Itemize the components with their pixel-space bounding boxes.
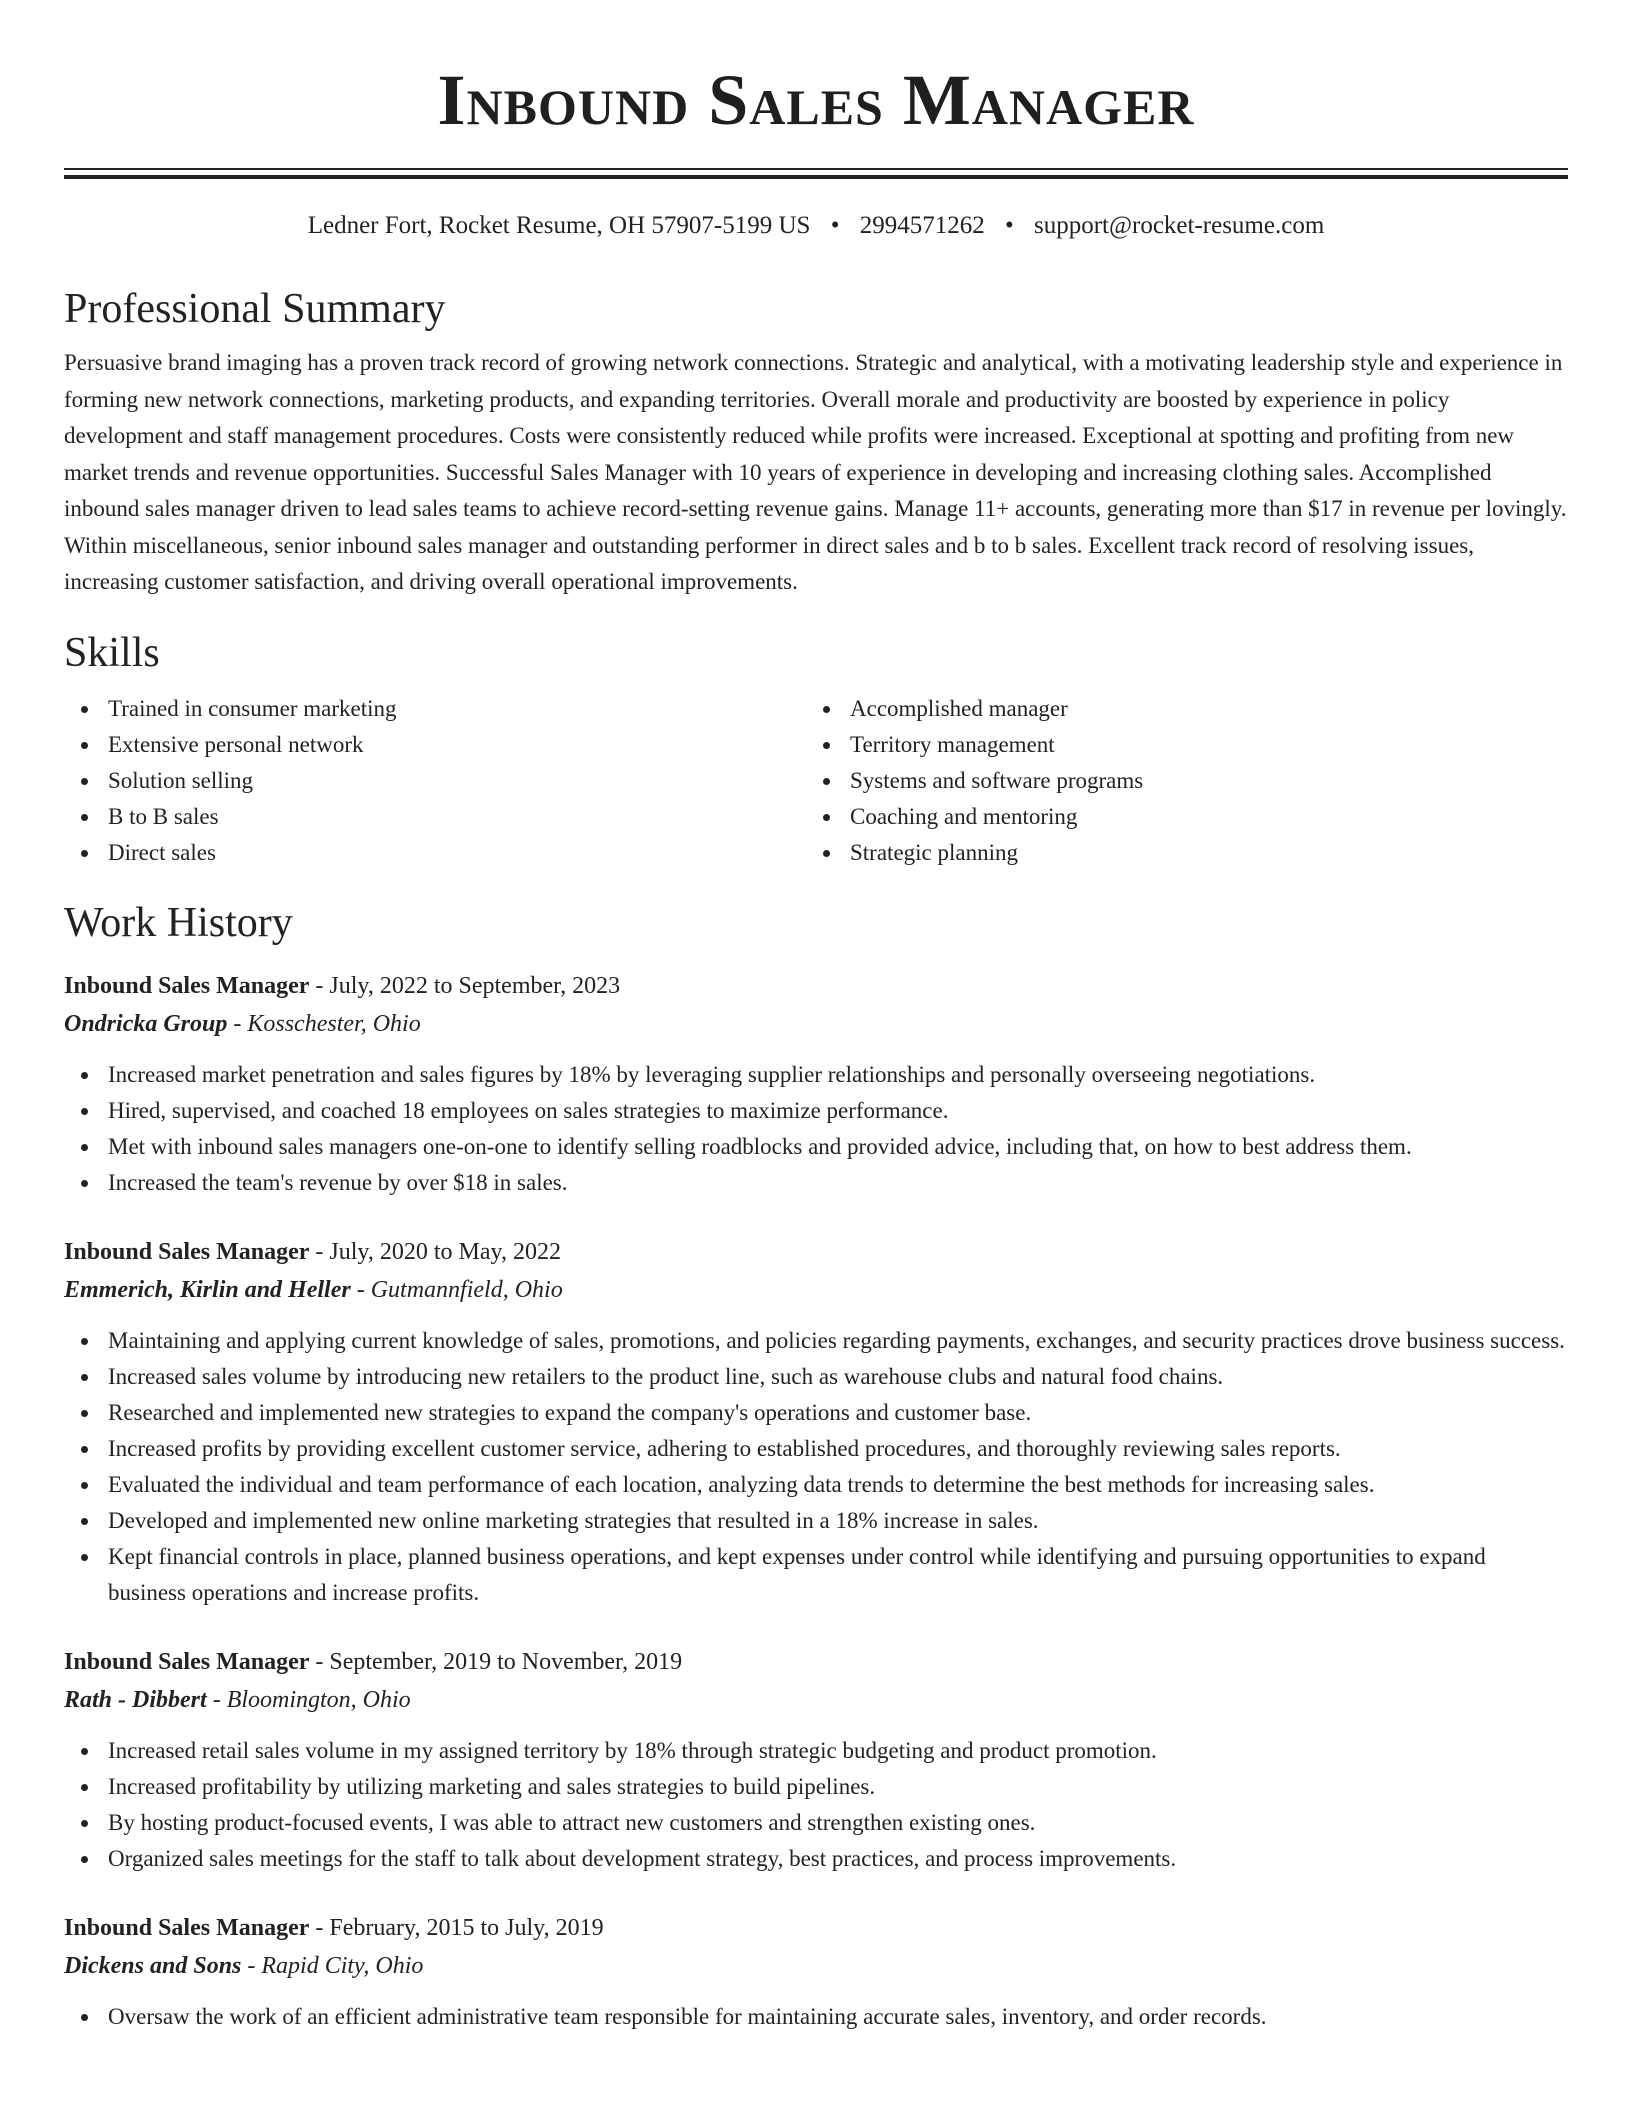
job-bullet: Developed and implemented new online marketing strategies that resulted in a 18% increase in sales. xyxy=(64,1503,1568,1539)
job-bullet: Increased the team's revenue by over $18 in sales. xyxy=(64,1165,1568,1201)
skill-item: Systems and software programs xyxy=(806,763,1548,799)
summary-text: Persuasive brand imaging has a proven track record of growing network connections. Strategic and analytical, with a motivating leadership style and experience in forming new network connections, marketing products, and expanding territories. Overall morale and productivity are boosted by experience in policy development and staff management procedures. Costs were consistently reduced while profits were increased. Exceptional at spotting and profiting from new market trends and revenue opportunities. Successful Sales Manager with 10 years of experience in developing and increasing clothing sales. Accomplished inbound sales manager driven to lead sales teams to achieve record-setting revenue gains. Manage 11+ accounts, generating more than $17 in revenue per lovingly. Within miscellaneous, senior inbound sales manager and outstanding performer in direct sales and b to b sales. Excellent track record of resolving issues, increasing customer satisfaction, and driving overall operational improvements. xyxy=(64,350,1567,594)
job-title: Inbound Sales Manager xyxy=(64,1914,310,1941)
job-bullet: By hosting product-focused events, I was able to attract new customers and strengthen existing ones. xyxy=(64,1805,1568,1841)
job-company-line: Dickens and Sons - Rapid City, Ohio xyxy=(64,1952,424,1979)
job-company: Ondricka Group xyxy=(64,1010,228,1037)
job-location: Kosschester, Ohio xyxy=(247,1010,421,1037)
skills-heading: Skills xyxy=(64,629,160,676)
job-bullet: Increased profitability by utilizing marketing and sales strategies to build pipelines. xyxy=(64,1769,1568,1805)
job-bullet: Kept financial controls in place, planned business operations, and kept expenses under control while identifying and pursuing opportunities to expand business operations and increase profits. xyxy=(64,1539,1568,1611)
job-title: Inbound Sales Manager xyxy=(64,972,310,999)
resume-title: Inbound Sales Manager xyxy=(437,60,1195,140)
job-bullet: Met with inbound sales managers one-on-one to identify selling roadblocks and provided advice, including that, on how to best address them. xyxy=(64,1129,1568,1165)
job-title: Inbound Sales Manager xyxy=(64,1238,310,1265)
job-location: Bloomington, Ohio xyxy=(226,1686,411,1713)
skill-item: Trained in consumer marketing xyxy=(64,691,806,727)
title-divider xyxy=(64,168,1568,179)
job-bullet: Increased sales volume by introducing new retailers to the product line, such as warehouse clubs and natural food chains. xyxy=(64,1359,1568,1395)
skills-column-right xyxy=(806,691,1548,871)
job-bullets xyxy=(64,1323,1568,1611)
contact-email[interactable]: support@rocket-resume.com xyxy=(1033,212,1325,239)
job-bullet: Increased market penetration and sales figures by 18% by leveraging supplier relationships and personally overseeing negotiations. xyxy=(64,1057,1568,1093)
job-location: Gutmannfield, Ohio xyxy=(370,1276,563,1303)
skills-list xyxy=(64,691,1568,871)
job-entry xyxy=(64,1909,1568,2035)
job-company-line: Emmerich, Kirlin and Heller - Gutmannfield, Ohio xyxy=(64,1276,563,1303)
skill-item: Coaching and mentoring xyxy=(806,799,1548,835)
job-company-line: Rath - Dibbert - Bloomington, Ohio xyxy=(64,1686,411,1713)
skill-item: Solution selling xyxy=(64,763,806,799)
contact-separator: • xyxy=(1004,212,1014,239)
contact-line xyxy=(64,209,1568,243)
resume-page xyxy=(64,0,1568,2035)
job-bullet: Hired, supervised, and coached 18 employees on sales strategies to maximize performance. xyxy=(64,1093,1568,1129)
job-bullet: Researched and implemented new strategies to expand the company's operations and customer base. xyxy=(64,1395,1568,1431)
contact-address: Ledner Fort, Rocket Resume, OH 57907-5199 US xyxy=(307,212,811,239)
job-title-line: Inbound Sales Manager - February, 2015 to July, 2019 xyxy=(64,1914,604,1941)
skill-item: Territory management xyxy=(806,727,1548,763)
job-bullets xyxy=(64,1733,1568,1877)
job-company: Rath - Dibbert xyxy=(64,1686,207,1713)
job-bullet: Oversaw the work of an efficient administrative team responsible for maintaining accurate sales, inventory, and order records. xyxy=(64,1999,1568,2035)
contact-phone: 2994571262 xyxy=(859,212,985,239)
skill-item: Direct sales xyxy=(64,835,806,871)
job-title: Inbound Sales Manager xyxy=(64,1648,310,1675)
skill-item: Accomplished manager xyxy=(806,691,1548,727)
job-dates: February, 2015 to July, 2019 xyxy=(329,1914,604,1941)
job-title-line: Inbound Sales Manager - July, 2022 to September, 2023 xyxy=(64,972,621,999)
job-dates: July, 2022 to September, 2023 xyxy=(329,972,621,999)
job-entry xyxy=(64,1643,1568,1877)
skill-item: Extensive personal network xyxy=(64,727,806,763)
job-bullet: Increased profits by providing excellent customer service, adhering to established procedures, and thoroughly reviewing sales reports. xyxy=(64,1431,1568,1467)
job-entry xyxy=(64,967,1568,1201)
job-title-line: Inbound Sales Manager - September, 2019 to November, 2019 xyxy=(64,1648,683,1675)
job-company-line: Ondricka Group - Kosschester, Ohio xyxy=(64,1010,421,1037)
job-bullets xyxy=(64,1057,1568,1201)
job-location: Rapid City, Ohio xyxy=(261,1952,424,1979)
summary-heading: Professional Summary xyxy=(64,286,446,332)
job-dates: September, 2019 to November, 2019 xyxy=(329,1648,683,1675)
job-entry xyxy=(64,1233,1568,1611)
job-title-line: Inbound Sales Manager - July, 2020 to May, 2022 xyxy=(64,1238,561,1265)
job-bullets xyxy=(64,1999,1568,2035)
job-dates: July, 2020 to May, 2022 xyxy=(329,1238,561,1265)
job-bullet: Increased retail sales volume in my assigned territory by 18% through strategic budgeting and product promotion. xyxy=(64,1733,1568,1769)
job-bullet: Organized sales meetings for the staff to talk about development strategy, best practices, and process improvements. xyxy=(64,1841,1568,1877)
skills-column-left xyxy=(64,691,806,871)
skill-item: B to B sales xyxy=(64,799,806,835)
skill-item: Strategic planning xyxy=(806,835,1548,871)
job-bullet: Maintaining and applying current knowledge of sales, promotions, and policies regarding payments, exchanges, and security practices drove business success. xyxy=(64,1323,1568,1359)
job-company: Emmerich, Kirlin and Heller xyxy=(64,1276,351,1303)
contact-separator: • xyxy=(830,212,840,239)
work-history-heading: Work History xyxy=(64,899,293,946)
job-bullet: Evaluated the individual and team performance of each location, analyzing data trends to determine the best methods for increasing sales. xyxy=(64,1467,1568,1503)
job-company: Dickens and Sons xyxy=(64,1952,242,1979)
